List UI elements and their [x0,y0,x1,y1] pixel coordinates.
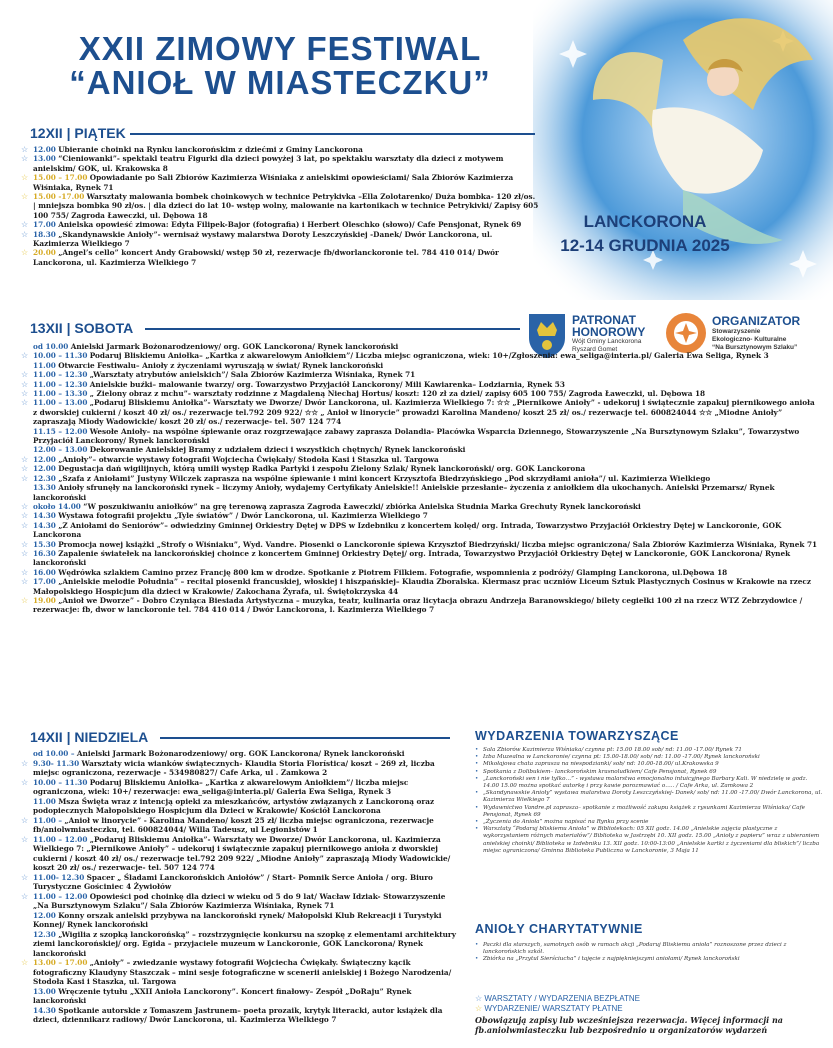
event-item [20,797,460,816]
accompanying-list [473,747,823,855]
section-heading-saturday: 13XII | SOBOTA [30,320,134,336]
event-time: 12.00 [33,464,56,474]
event-time: 14.30 [33,520,56,530]
event-description: Warsztaty wicia wianków świątecznych- Klaudia Storia Florística/ koszt – 269 zł, liczba miejsc ograniczona, rezerwacje - 534980827/ Cafe Arka, ul . Zamkowa 2 [33,758,435,777]
event-item [20,835,460,873]
event-time: 11.00 – 13.30 [33,389,88,399]
event-time: 14.30 [33,1005,56,1015]
event-item [20,958,460,987]
event-description: Warsztaty malowania bombek choinkowych w technice Petrykivka –Ella Zolotarenko/ Duża bombka- 120 zł/os. | mniejsza bombka 90 zł/os. | dla dzieci do lat 10- wstęp wolny, malowanie na kartonikach w technice Petrykivki/ Zapisy 605 100 755/ Zagroda Ławeczki, ul. Dębowa 18 [33,192,539,220]
event-time: 11.00- 12.30 [33,872,85,882]
event-item [20,230,540,249]
star-blue-icon: ☆ [21,379,29,389]
event-time: 13.00 [33,986,56,996]
legend-paid-label: WYDARZENIE/ WARSZTATY PŁATNE [484,1004,623,1013]
event-description: “Cieniowanki”- spektakl teatru Figurki dla dzieci powyżej 3 lat, po spektaklu warsztaty dla dzieci z motywem anielskim/ GOK, ul. Krakowska 8 [33,154,504,173]
location-place: LANCKORONA [583,212,707,231]
legend-paid [475,1004,623,1014]
star-blue-icon: ☆ [21,815,29,825]
event-time: około 14.00 [33,501,81,511]
event-description: Zapalenie światełek na lanckorońskiej choince z koncertem Gminnej Orkiestry Dętej/ org. Intrada, Towarzystwo Przyjaciół Orkiestry Dętej w Lanckoronie, GOK Lanckorona/ Rynek lanckoroński [33,548,791,568]
event-item [20,930,460,959]
star-blue-icon: ☆ [21,464,29,474]
event-item [20,540,820,549]
event-item [20,370,820,379]
event-time: 12.00 – 13.00 [33,445,88,455]
side-list-item: • Warsztaty “Podaruj bliskiemu Anioła” w Bibliotekach: 05 XII godz. 14.00 „Anielskie zajęcia plastyczne z wykorzystaniem różnych materiałów”/ Biblioteka w Jastrzębi 10. XII godz. 15.00 „Anioły z papieru” wraz z ubieraniem anielskiej choinki/ Biblioteka w Izdebniku 13. XII godz. 10:00-13:00 „Anielskie kartki z życzeniami dla bliskich”/ liczba miejsc ograniczona/ Gminna Biblioteka Publiczna w Lanckoronie, 3 Maja 11 [473,826,823,855]
event-description: Wesołe Anioły– na wspólne śpiewanie oraz rozgrzewające zabawy zaprasza Dolandia- Placówka Wsparcia Dziennego, Stowarzyszenie „Na Bursztynowym Szlaku”, Towarzystwo Przyjaciół Lanckorony/ Rynek lanckoroński [33,426,800,446]
event-description: „Anioły” – zwiedzanie wystawy fotografii Wojciecha Ćwiękały. Świąteczny kącik fotograficzny Klaudyny Staszczak – mini sesje fotograficzne w scenerii anielskiej i Bożego Narodzenia/ Stodoła Kasi i Staszka, ul. Targowa [33,958,452,986]
event-description: „Szafa z Aniołami” Justyny Wilczek zaprasza na wspólne śpiewanie i mini koncert Krzysztofa Biedrzyńskiego „Pod skrzydłami anioła”/ ul. Kazimierza Wielkiego [58,473,711,483]
star-blue-icon: ☆ [21,548,29,558]
event-description: Wędrówka szlakiem Camino przez Francję 800 km w drodze. Spotkanie z Piotrem Filkiem. Fotografie, wspomnienia z podróży/ Glamping Lanckorona, ul.Dębowa 18 [58,567,728,577]
saturday-events [20,342,820,615]
event-item [20,511,820,520]
event-description: Anielski Jarmark Bożonarodzeniowy/ org. GOK Lanckorona/ Rynek lanckoroński [76,749,405,758]
event-item [20,873,460,892]
star-yellow-icon: ☆ [21,173,29,183]
event-item [20,483,820,502]
festival-title-line1: XXII ZIMOWY FESTIWAL [78,30,482,67]
star-blue-icon: ☆ [21,398,29,408]
event-time: 11.00 – 12.30 [33,379,88,389]
event-description: „Podaruj Bliskiemu Aniołka”- Warsztaty we Dworze/ Dwór Lanckorona, ul. Kazimierza Wielkiego 7: „Piernikowe Anioły” – udekoruj i świątecznie zapakuj piernikowego anioła z dworskiej cukierni / koszt 40 zł/ os./ rezerwacje tel.792 209 922/ „Miodne Anioły” zapraszają Miody Wadowickie/ koszt 20 zł/ os./ rezerwacje- tel. 507 124 774 [33,834,451,872]
divider [145,328,520,330]
organizer-label: ORGANIZATOR [712,314,801,328]
star-blue-icon: ☆ [21,389,29,399]
event-item [20,596,820,615]
event-description: Degustacja dań wigilijnych, którą umili występ Radka Partyki i zespołu Zielony Szlak/ Rynek lanckoroński/ org. GOK Lanckorona [58,464,586,474]
patron-sub2: Ryszard Gomet [572,346,618,353]
event-time: 15.00 – 17.00 [33,173,88,183]
side-list-item: • Izba Muzealna w Lanckoronie/ czynna pt: 15.00-18.00/ sob/ nd: 11.00 -17.00/ Rynek lanckoroński [473,754,823,761]
event-time: 15.00 -17.00 [33,192,85,202]
side-list-item: • Zbiórka na „Przytul Sierściucha” i tajęcie z najpiękniejszymi aniołami/ Rynek lanckoroński [473,956,823,963]
event-item [20,749,460,759]
event-description: Opowieści pod choinkę dla dzieci w wieku od 5 do 9 lat/ Wacław Idziak- Stowarzyszenie „Na Bursztynowym Szlaku”/ Sala Zbiorów Kazimierza Wiśniaka, Rynek 71 [33,891,446,910]
event-time: 10.00 – 11.30 [33,777,88,787]
star-blue-icon: ☆ [21,501,29,511]
event-item [20,464,820,473]
star-yellow-icon: ☆ [21,958,29,967]
event-description: Spacer „ Śladami Lanckorońskich Aniołów” / Start- Pomnik Serce Anioła / org. Biuro Turystyczne Gościniec 4 Żywiołów [33,872,433,891]
event-time: 17.00 [33,220,56,230]
event-item [20,248,540,267]
event-time: 13.30 [33,483,56,493]
event-description: Dekorowanie Anielskiej Bramy z udziałem dzieci i wszystkich chętnych/ Rynek lanckoroński [89,445,466,455]
section-heading-friday: 12XII | PIĄTEK [30,125,126,141]
event-description: „Angel’s cello” koncert Andy Grabowski/ wstęp 50 zł, rezerwacje fb/dworlanckoronie tel. 784 410 014/ Dwór Lanckorona, ul. Kazimierza Wielkiego 7 [33,248,499,267]
star-blue-icon: ☆ [21,154,29,164]
event-description: Otwarcie Festiwalu– Anioły z życzeniami wyruszają w świat/ Rynek lanckoroński [58,360,384,370]
star-blue-icon: ☆ [21,520,29,530]
event-item [20,192,540,220]
event-description: „Z Aniołami do Seniorów”– odwiedziny Gminnej Orkiestry Dętej w DPS w Izdebniku z koncertem kolęd/ org. Intrada, Towarzystwo Przyjaciół Orkiestry Dętej w Lanckoronie, GOK Lanckorona [33,520,782,540]
location-dates [540,210,750,258]
side-list-item: • „Skandynawskie Anioły” wystawa malarstwa Doroty Leszczyńskiej- Danek/ sob/ nd: 11.00 -17.00/ Dwór Lanckorona, ul. Kazimierza Wielkiego 7 [473,790,823,804]
event-description: Promocja nowej książki „Strofy o Wiśniaku”, Wyd. Vandre. Piosenki o Lanckoronie śpiewa Krzysztof Biedrzyński/ liczba miejsc ograniczona/ Sala Zbiorów Kazimierza Wiśniaka, Rynek 71 [58,539,818,549]
event-description: Anielska opowieść zimowa: Edyta Filipek-Bajor (fotografia) i Herbert Oleschko (słowo)/ Cafe Pensjonat, Rynek 69 [58,220,522,230]
event-time: 15.30 [33,539,56,549]
event-time: 12.30 [33,473,56,483]
side-list-item: • Sala Zbiorów Kazimierza Wiśniaka/ czynna pt: 15.00 18.00 sob/ nd: 11.00 -17.00/ Rynek 71 [473,747,823,754]
star-blue-icon: ☆ [21,229,29,239]
organizer-sub3: “Na Bursztynowym Szlaku” [712,344,798,351]
sunday-events [20,749,460,1025]
event-description: Wystawa fotografii projektu „Tyle światów” / Dwór Lanckorona, ul. Kazimierza Wielkiego 7 [58,511,428,521]
event-item [20,445,820,454]
event-description: Msza Święta wraz z intencją opieki za mieszkańców, artystów związanych z Lanckoroną oraz podopiecznych Małopolskiego Hospicjum dla Dzieci w Krakowie/ Kościół Lanckorona [33,796,435,815]
event-item [20,577,820,596]
star-blue-icon: ☆ [21,777,29,787]
star-blue-icon: ☆ [21,891,29,901]
star-blue-icon: ☆ [21,834,29,844]
star-blue-icon: ☆ [21,758,29,768]
event-time: 11.15 – 12.00 [33,426,88,436]
patron-label2: HONOROWY [572,325,646,339]
event-time: 12.00 [33,910,56,920]
star-blue-icon: ☆ [21,370,29,380]
event-item [20,778,460,797]
event-time: 11.00 [33,360,56,370]
star-yellow-icon: ☆ [21,595,29,605]
event-description: „Anioł w linorycie” - Karolina Mandeno/ koszt 25 zł/ liczba miejsc ograniczona, rezerwacje fb/aniolwmiasteczku, tel. 600824044/ Willa Tadeusz, ul Legionistów 1 [33,815,434,834]
star-blue-icon: ☆ [21,454,29,464]
event-item [20,398,820,426]
event-item [20,816,460,835]
event-item [20,380,820,389]
event-item [20,389,820,398]
event-description: „Skandynawskie Anioły”- wernisaż wystawy malarstwa Doroty Leszczyńskiej -Danek/ Dwór Lanckorona, ul. Kazimierza Wielkiego 7 [33,229,493,249]
event-description: “W poszukiwaniu aniołków” na grę terenową zaprasza Zagroda Ławeczki/ zbiórka Anielska Studnia Marka Grechuty Rynek lanckoroński [83,501,641,511]
side-list-item: • „Lanckoroński sen i nie tylko…” - wystawa malarstwa emocjonalno intuicyjnego Barbary Kali. W niedzielę w godz. 14.00 15.00 można spotkać autorkę i przy kawie porozmawiać o….. / Cafe Arka, ul. Zamkowa 2 [473,776,823,790]
event-item [20,342,820,351]
event-time: 12.00 [33,454,56,464]
event-description: Spotkanie autorskie z Tomaszem Jastrunem– poeta prozaik, krytyk literacki, autor książek dla dzieci, dziennikarz radiowy/ Dwór Lanckorona, ul. Kazimierza Wielkiego 7 [33,1005,443,1024]
friday-events [20,145,540,267]
event-item [20,502,820,511]
event-description: Wręczenie tytułu „XXII Anioła Lanckorony”. Koncert finałowy– Zespół „DoRaju” Rynek lanckoroński [33,986,412,1005]
event-time: 9.30- 11.30 [33,758,80,768]
event-time: 16.00 [33,567,56,577]
event-item [20,987,460,1006]
event-time: 11.00 – [33,815,63,825]
event-description: Anielskie buźki– malowanie twarzy/ org. Towarzystwo Przyjaciół Lanckorony/ Mili Kawiarenka– Lodziarnia, Rynek 53 [89,379,565,389]
star-yellow-icon: ☆ [21,192,29,202]
event-description: „Wigilia z szopką lanckorońską” – rozstrzygnięcie konkursu na szopkę z elementami architektury ziemi lanckorońskiej/ org. Egida – przyjaciele muzeum w Lanckoronie, GOK Lanckorona/ Rynek lanckoroński [33,929,457,958]
event-item [20,568,820,577]
star-blue-icon: ☆ [475,994,483,1003]
event-description: Podaruj Bliskiemu Aniołka– „Kartka z akwarelowym Aniołkiem”/ liczba miejsc ograniczona, wiek: 10+/ rezerwacje: ewa_seliga@interia.pl/ Galeria Ewa Seliga, Rynek 3 [33,777,409,796]
side-list-item: • „Życzenia do Anioła” można napisać na Rynku przy scenie [473,819,823,826]
event-time: 13.00 [33,154,56,164]
event-item [20,1006,460,1025]
event-description: „Anielskie melodie Południa” – recital piosenki francuskiej, włoskiej i hiszpańskiej– Klaudia Zboralska. Kiermasz prac uczniów Liceum Sztuk Plastycznych Cosinus w Krakowie na rzecz Małopolskiego Hospicjum dla dzieci w Krakowie/ Zakochana Żyrafa, ul. Świętokrzyska 44 [33,577,811,596]
event-item [20,911,460,930]
event-time: 11.00 – 13.00 [33,398,88,408]
event-item [20,474,820,483]
event-time: 19.00 [33,595,56,605]
star-blue-icon: ☆ [21,145,29,154]
event-item [20,892,460,911]
star-blue-icon: ☆ [21,539,29,549]
patron-label1: PATRONAT [572,313,636,327]
star-blue-icon: ☆ [21,220,29,230]
event-time: 12.30 [33,929,56,939]
star-blue-icon: ☆ [21,567,29,577]
event-description: Podaruj Bliskiemu Aniołka– „Kartka z akwarelowym Aniołkiem”/ Liczba miejsc ograniczona, wiek: 10+/Zgłoszenia: ewa_seliga@interia.pl/ Galeria Ewa Seliga, Rynek 3 [89,351,769,361]
event-time: 12.00 [33,145,56,154]
event-time: 10.00 – 11.30 [33,351,88,361]
event-time: 13.00 – 17.00 [33,958,88,967]
star-blue-icon: ☆ [21,577,29,587]
event-description: „Anioły”– otwarcie wystawy fotografii Wojciecha Ćwiękały/ Stodoła Kasi i Staszka ul. Targowa [58,454,439,464]
event-item [20,220,540,229]
event-description: „ Zielony obraz z mchu”- warsztaty rodzinne z Magdaleną Niechaj Hortus/ koszt: 120 zł za dziel/ zapisy 605 100 755/ Zagroda Ławeczki, ul. Dębowa 18 [89,389,706,399]
star-blue-icon: ☆ [21,511,29,521]
divider [160,737,450,739]
event-item [20,759,460,778]
event-item [20,154,540,173]
event-time: 14.30 [33,511,56,521]
event-time: od 10.00 – [33,749,75,758]
organizer-sub2: Ekologiczno- Kulturalne [712,336,787,343]
patron-sub1: Wójt Gminy Lanckorona [572,338,642,345]
event-item [20,549,820,568]
side-list-item: • Spotkania z Dolibukiem– lanckorońskim krasnoludkiem/ Cafe Pensjonat, Rynek 69 [473,769,823,776]
star-blue-icon: ☆ [21,473,29,483]
event-time: 11.00 – 12.30 [33,370,88,380]
event-time: 16.30 [33,548,56,558]
charity-heading: ANIOŁY CHARYTATYWNIE [475,922,643,936]
event-description: Konny orszak anielski przybywa na lanckoroński rynek/ Małopolski Klub Rekreacji i Turystyki Konnej/ Rynek lanckoroński [33,910,442,929]
reservation-note: Obowiązują zapisy lub wcześniejsza rezerwacja. Więcej informacji na fb.aniolwmiasteczku lub bezpośrednio u organizatorów wydarzeń [475,1015,783,1035]
festival-dates: 12-14 GRUDNIA 2025 [560,236,730,255]
event-item [20,427,820,446]
event-item [20,521,820,540]
event-time: 18.30 [33,229,56,239]
event-time: 11.00 – 12.00 [33,891,88,901]
organizer-sub1: Stowarzyszenie [712,328,761,335]
event-description: Anioły sfrunęły na lanckoroński rynek – liczymy Anioły, wydajemy Certyfikaty Anielskie!! Anielskie przesłanie– życzenia z aniołkiem dla ukochanych. Anielski Przemarsz/ Rynek lanckoroński [33,483,775,502]
event-time: 11.00 [33,796,56,806]
charity-list [473,942,823,964]
event-description: Anielski Jarmark Bożonarodzeniowy/ org. GOK Lanckorona/ Rynek lanckoroński [70,342,399,351]
legend-free-label: WARSZTATY / WYDARZENIA BEZPŁATNE [484,994,640,1003]
star-blue-icon: ☆ [21,872,29,882]
event-time: od 10.00 [33,342,69,351]
event-description: „Podaruj Bliskiemu Aniołka”- Warsztaty we Dworze/ Dwór Lanckorona, ul. Kazimierza Wielkiego 7: ☆☆ „Piernikowe Anioły” - udekoruj i świątecznie zapakuj piernikowego anioła z dworskiej cukierni / koszt 40 zł/ os./ rezerwacje tel.792 209 922/ ☆☆ „ Anioł w linorycie” prowadzi Karolina Mandeno/ koszt 25 zł/ os./ rezerwacje tel. 600824044 ☆☆ „Miodne Anioły” zapraszają Miody Wadowickie/ koszt 20 zł/ os./ rezerwacje- tel. 507 124 774 [33,398,815,427]
event-description: Opowiadanie po Sali Zbiorów Kazimierza Wiśniaka z anielskimi opowieściami/ Sala Zbiorów Kazimierza Wiśniaka, Rynek 71 [33,173,514,192]
event-item [20,145,540,154]
event-time: 20.00 [33,248,56,258]
event-item [20,351,820,360]
side-list-item: • Wydawnictwo Vandre.pl zaprasza– spotkanie z możliwość zakupu książek z rysunkami Kazimierza Wiśniaka/ Cafe Pensjonat, Rynek 69 [473,805,823,819]
event-description: „Warsztaty atrybutów anielskich”/ Sala Zbiorów Kazimierza Wiśniaka, Rynek 71 [89,370,416,380]
accompanying-heading: WYDARZENIA TOWARZYSZĄCE [475,729,679,743]
side-list-item: • Paczki dla starszych, samotnych osób w ramach akcji „Podaruj Bliskiemu anioła” roznoszone przez dzieci z lanckorońskich szkół. [473,942,823,956]
divider [130,133,535,135]
star-yellow-icon: ☆ [475,1004,483,1013]
star-blue-icon: ☆ [21,351,29,361]
side-list-item: • Mikołajowa chata zaprasza na niespodzianki/ sob/ nd: 10.00-18.00/ ul.Krakowska 9 [473,761,823,768]
event-time: 17.00 [33,577,56,587]
legend-free [475,994,640,1004]
event-description: Ubieranie choinki na Rynku lanckorońskim z dziećmi z Gminy Lanckorona [58,145,363,154]
event-time: 11.00 – 12.00 [33,834,88,844]
event-description: „Anioł we Dworze” - Dobro Czyniąca Biesiada Artystyczna – muzyka, teatr, kulinaria oraz licytacja obrazu Andrzeja Baranowskiego/ bilety cegiełki 100 zł na rzecz WTZ Zebrzydowice / rezerwacje: fb, dwor w lanckoronie tel. 784 410 014 / Dwór Lanckorona, l. Kazimierza Wielkiego 7 [33,595,803,615]
event-item [20,173,540,192]
section-heading-sunday: 14XII | NIEDZIELA [30,729,149,745]
event-item [20,455,820,464]
event-item [20,361,820,370]
star-yellow-icon: ☆ [21,248,29,258]
festival-title-line2: “ANIOŁ W MIASTECZKU” [69,64,491,101]
